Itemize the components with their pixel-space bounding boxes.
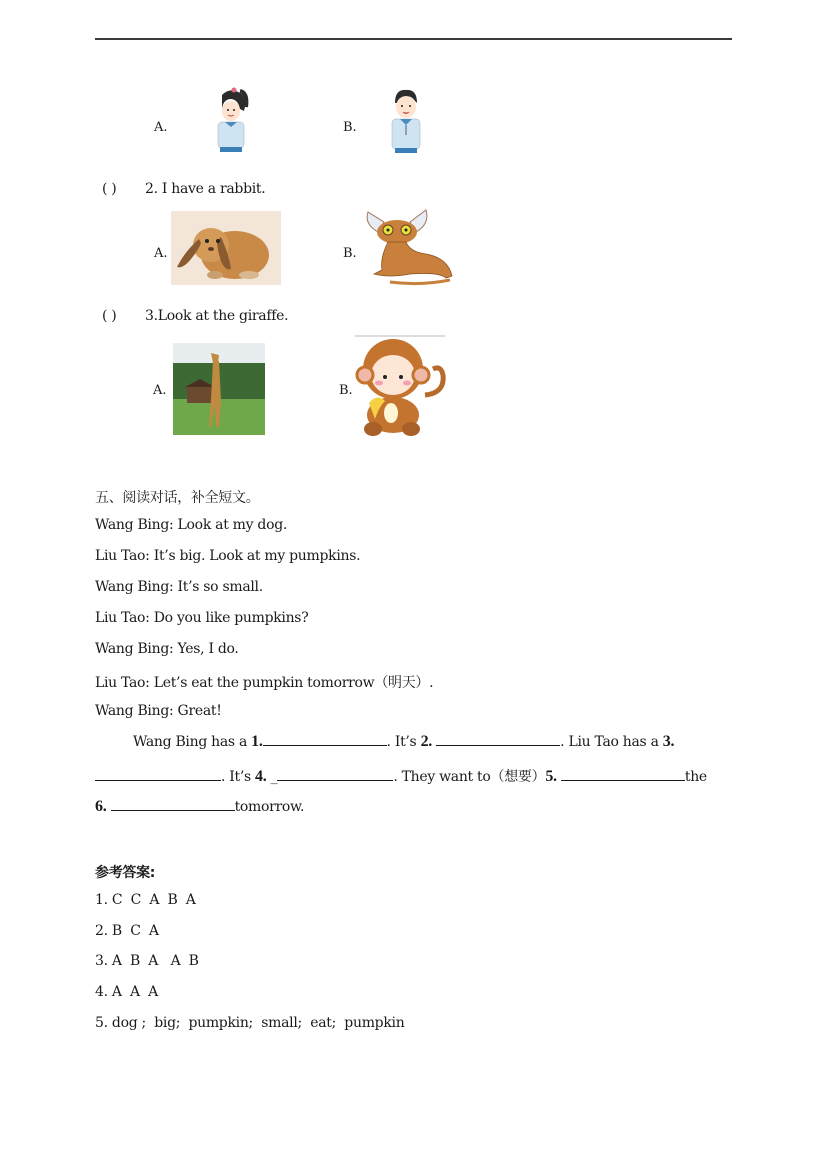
dialogue-line: Wang Bing: Great! [95, 703, 222, 719]
q3-question-text: 3.Look at the giraffe. [145, 308, 289, 324]
passage-text: the [684, 769, 707, 785]
passage-text: . It’s [386, 734, 421, 750]
dialogue-line: Liu Tao: Do you like pumpkins? [95, 610, 309, 626]
blank-1-input[interactable] [263, 733, 387, 746]
monkey-cartoon[interactable] [355, 335, 447, 437]
q2-option-a-label: A. [154, 246, 168, 261]
blank-number-6: 6. [95, 798, 107, 815]
dialogue-line: Wang Bing: Look at my dog. [95, 517, 288, 533]
blank-number-3: 3. [662, 733, 675, 750]
q2-question-text: 2. I have a rabbit. [145, 181, 266, 197]
q1-option-b-label: B. [343, 120, 357, 135]
q2-answer-bracket[interactable]: ( ) [102, 181, 117, 197]
passage-text: _ [270, 769, 278, 785]
blank-number-5: 5. [545, 768, 557, 785]
q1-option-a-label: A. [154, 120, 168, 135]
passage-line-2 [95, 766, 707, 786]
q2-option-b-label: B. [343, 246, 357, 261]
girl-icon[interactable] [210, 85, 250, 157]
passage-text: . It’s [221, 769, 256, 785]
dialogue-line: Wang Bing: It’s so small. [95, 579, 263, 595]
answer-line: 5. dog ; big; pumpkin; small; eat; pumpkin [95, 1015, 405, 1031]
boy-icon[interactable] [385, 85, 425, 157]
passage-text-zh: （想要） [490, 769, 546, 785]
cat-cartoon[interactable] [360, 208, 456, 286]
dialogue-line: Liu Tao: It’s big. Look at my pumpkins. [95, 548, 361, 564]
giraffe-photo[interactable] [173, 343, 265, 435]
header-rule [95, 38, 732, 40]
blank-5-input[interactable] [561, 768, 685, 781]
q3-answer-bracket[interactable]: ( ) [102, 308, 117, 324]
q3-option-a-label: A. [153, 383, 167, 398]
passage-text: tomorrow. [234, 799, 305, 815]
q3-option-b-label: B. [339, 383, 353, 398]
passage-text: . Liu Tao has a [560, 734, 663, 750]
answer-line: 3. A B A A B [95, 953, 199, 969]
passage-line-1 [133, 733, 674, 751]
blank-4-input[interactable] [277, 768, 393, 781]
blank-number-4: 4. [255, 768, 267, 785]
blank-2-input[interactable] [436, 733, 560, 746]
rabbit-photo[interactable] [171, 211, 281, 285]
answer-line: 4. A A A [95, 984, 158, 1000]
answer-line: 1. C C A B A [95, 892, 196, 908]
passage-line-3 [95, 798, 304, 816]
answers-heading: 参考答案: [95, 865, 156, 881]
passage-text: Wang Bing has a [133, 734, 252, 750]
blank-number-2: 2. [420, 733, 432, 750]
section-5-heading: 五、阅读对话，补全短文。 [95, 490, 260, 506]
answer-line: 2. B C A [95, 923, 159, 939]
blank-3-input[interactable] [95, 768, 221, 781]
dialogue-line: Wang Bing: Yes, I do. [95, 641, 239, 657]
blank-number-1: 1. [251, 733, 263, 750]
passage-text: . They want to [393, 769, 491, 785]
dialogue-line: Liu Tao: Let’s eat the pumpkin tomorrow（明天）. [95, 675, 434, 691]
blank-6-input[interactable] [111, 798, 235, 811]
